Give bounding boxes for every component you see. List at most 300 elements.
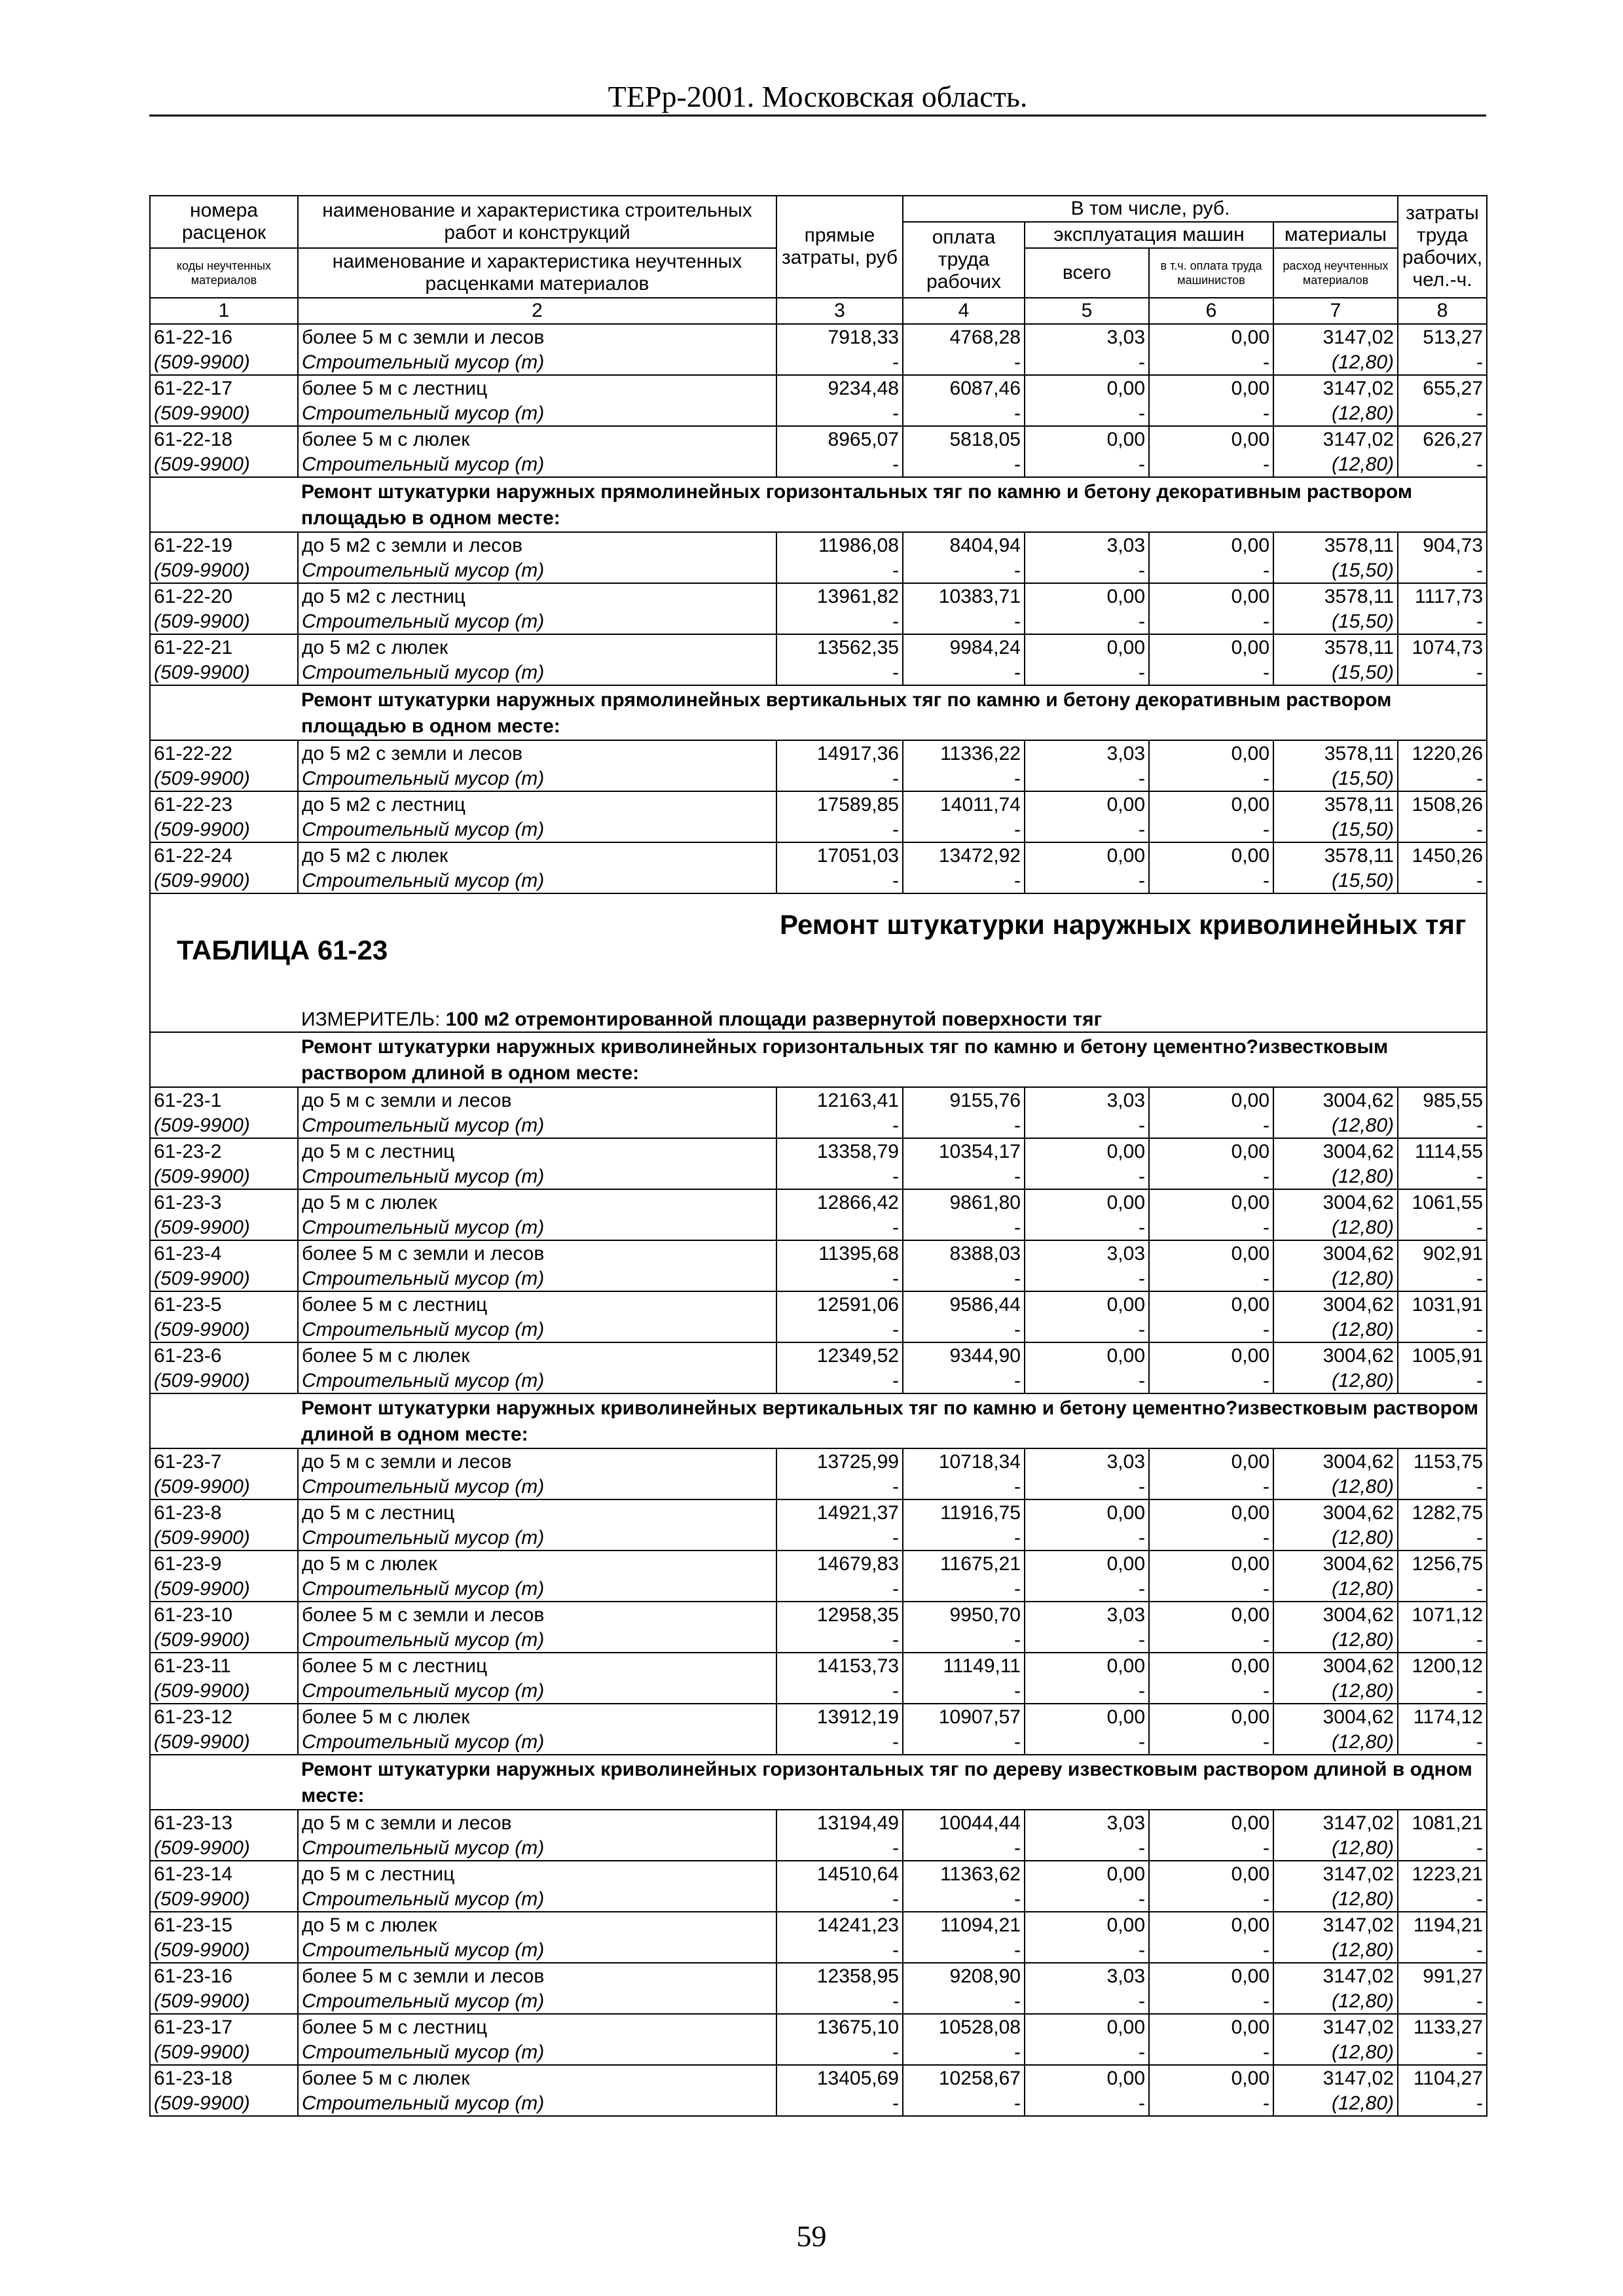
materials-cost: 3004,62 <box>1273 1551 1398 1576</box>
material-code: (509-9900) <box>150 1988 298 2014</box>
materials-cost: 3147,02 <box>1273 426 1398 452</box>
material-row <box>150 350 1487 375</box>
labor-wages: 13472,92 <box>903 842 1025 868</box>
material-name: Строительный мусор (т) <box>298 1113 776 1138</box>
empty-dash: - <box>776 401 903 426</box>
machine-operation-total: 0,00 <box>1025 2065 1149 2090</box>
rate-row <box>150 583 1487 609</box>
labor-hours: 904,73 <box>1398 532 1487 558</box>
direct-costs: 13358,79 <box>776 1138 903 1164</box>
rate-name: более 5 м с земли и лесов <box>298 1602 776 1627</box>
empty-dash: - <box>776 1627 903 1653</box>
material-code: (509-9900) <box>150 558 298 583</box>
empty-dash: - <box>1398 1317 1487 1342</box>
labor-wages: 11149,11 <box>903 1653 1025 1678</box>
machine-operators-wages: 0,00 <box>1149 1551 1273 1576</box>
labor-wages: 8388,03 <box>903 1240 1025 1266</box>
machine-operation-total: 0,00 <box>1025 1342 1149 1368</box>
empty-dash: - <box>1149 558 1273 583</box>
materials-cost: 3004,62 <box>1273 1342 1398 1368</box>
section-heading: Ремонт штукатурки наружных криволинейных горизонтальных тяг по дереву известковым раствором длиной в одном месте: <box>298 1755 1487 1810</box>
empty-dash: - <box>1149 452 1273 477</box>
labor-hours: 513,27 <box>1398 324 1487 350</box>
material-code: (509-9900) <box>150 452 298 477</box>
measure-unit <box>298 1007 1487 1032</box>
empty-dash: - <box>903 1937 1025 1963</box>
materials-cost: 3578,11 <box>1273 634 1398 660</box>
rate-code: 61-23-18 <box>150 2065 298 2090</box>
material-row <box>150 1886 1487 1912</box>
empty-dash: - <box>776 1988 903 2014</box>
empty-dash: - <box>1398 1576 1487 1602</box>
empty-dash: - <box>1398 2039 1487 2065</box>
rate-code: 61-22-21 <box>150 634 298 660</box>
machine-operation-total: 3,03 <box>1025 1087 1149 1113</box>
direct-costs: 13725,99 <box>776 1448 903 1474</box>
rate-row <box>150 1138 1487 1164</box>
machine-operators-wages: 0,00 <box>1149 1499 1273 1525</box>
direct-costs: 17589,85 <box>776 791 903 817</box>
empty-dash: - <box>1398 1474 1487 1499</box>
empty-dash: - <box>776 1368 903 1393</box>
column-number: 2 <box>298 298 776 324</box>
labor-hours: 1508,26 <box>1398 791 1487 817</box>
direct-costs: 14241,23 <box>776 1912 903 1937</box>
empty-dash: - <box>776 660 903 685</box>
rate-name: до 5 м с земли и лесов <box>298 1810 776 1835</box>
rate-name: до 5 м с земли и лесов <box>298 1448 776 1474</box>
material-name: Строительный мусор (т) <box>298 1988 776 2014</box>
materials-cost: 3147,02 <box>1273 1963 1398 1988</box>
material-row <box>150 1164 1487 1189</box>
machine-operators-wages: 0,00 <box>1149 1291 1273 1317</box>
material-row <box>150 1937 1487 1963</box>
material-name: Строительный мусор (т) <box>298 1937 776 1963</box>
labor-hours: 1071,12 <box>1398 1602 1487 1627</box>
machine-operators-wages: 0,00 <box>1149 2065 1273 2090</box>
labor-hours: 1153,75 <box>1398 1448 1487 1474</box>
material-code: (509-9900) <box>150 766 298 791</box>
machine-operation-total: 0,00 <box>1025 634 1149 660</box>
empty-dash: - <box>776 1886 903 1912</box>
empty-dash: - <box>1149 868 1273 893</box>
section-spacer <box>150 1755 298 1810</box>
labor-wages: 9208,90 <box>903 1963 1025 1988</box>
column-number: 1 <box>150 298 298 324</box>
material-row <box>150 1729 1487 1755</box>
section-row <box>150 477 1487 532</box>
material-code: (509-9900) <box>150 2039 298 2065</box>
empty-dash: - <box>903 558 1025 583</box>
machine-operators-wages: 0,00 <box>1149 426 1273 452</box>
material-name: Строительный мусор (т) <box>298 401 776 426</box>
header-col2-bottom: наименование и характеристика неучтенных расценками материалов <box>298 248 776 298</box>
empty-dash: - <box>776 1164 903 1189</box>
rate-name: до 5 м с люлек <box>298 1189 776 1215</box>
empty-dash: - <box>903 1474 1025 1499</box>
empty-dash: - <box>903 2090 1025 2116</box>
material-row <box>150 766 1487 791</box>
materials-cost: 3004,62 <box>1273 1240 1398 1266</box>
labor-hours: 655,27 <box>1398 375 1487 401</box>
labor-wages: 10258,67 <box>903 2065 1025 2090</box>
machine-operators-wages: 0,00 <box>1149 740 1273 766</box>
material-name: Строительный мусор (т) <box>298 1576 776 1602</box>
material-quantity: (12,80) <box>1273 1988 1398 2014</box>
header-col7-top: материалы <box>1273 222 1398 248</box>
empty-dash: - <box>1398 1525 1487 1551</box>
rate-row <box>150 1087 1487 1113</box>
machine-operators-wages: 0,00 <box>1149 1653 1273 1678</box>
section-row <box>150 1755 1487 1810</box>
materials-cost: 3004,62 <box>1273 1189 1398 1215</box>
material-quantity: (12,80) <box>1273 1215 1398 1240</box>
labor-wages: 5818,05 <box>903 426 1025 452</box>
materials-cost: 3147,02 <box>1273 1861 1398 1886</box>
machine-operators-wages: 0,00 <box>1149 1189 1273 1215</box>
empty-dash: - <box>776 868 903 893</box>
material-name: Строительный мусор (т) <box>298 1164 776 1189</box>
empty-dash: - <box>1398 817 1487 842</box>
header-mach-group: эксплуатация машин <box>1025 222 1273 248</box>
rates-table-body <box>150 196 1487 2116</box>
empty-dash: - <box>1025 817 1149 842</box>
empty-dash: - <box>776 1678 903 1704</box>
machine-operation-total: 3,03 <box>1025 1448 1149 1474</box>
empty-dash: - <box>1025 1627 1149 1653</box>
section-spacer <box>150 1032 298 1087</box>
direct-costs: 12866,42 <box>776 1189 903 1215</box>
material-code: (509-9900) <box>150 1729 298 1755</box>
materials-cost: 3147,02 <box>1273 375 1398 401</box>
machine-operation-total: 3,03 <box>1025 1602 1149 1627</box>
direct-costs: 7918,33 <box>776 324 903 350</box>
rate-code: 61-23-5 <box>150 1291 298 1317</box>
header-col5: всего <box>1025 248 1149 298</box>
labor-wages: 9861,80 <box>903 1189 1025 1215</box>
empty-dash: - <box>1025 1368 1149 1393</box>
empty-dash: - <box>903 817 1025 842</box>
machine-operation-total: 3,03 <box>1025 1810 1149 1835</box>
material-row <box>150 660 1487 685</box>
empty-dash: - <box>776 558 903 583</box>
empty-dash: - <box>1025 1525 1149 1551</box>
labor-hours: 1074,73 <box>1398 634 1487 660</box>
empty-dash: - <box>1025 1937 1149 1963</box>
machine-operators-wages: 0,00 <box>1149 1810 1273 1835</box>
material-name: Строительный мусор (т) <box>298 1266 776 1291</box>
header-col1-bottom: коды неучтенных материалов <box>150 248 298 298</box>
rate-name: более 5 м с земли и лесов <box>298 324 776 350</box>
material-row <box>150 452 1487 477</box>
empty-dash: - <box>1398 350 1487 375</box>
empty-dash: - <box>1149 1886 1273 1912</box>
empty-dash: - <box>903 1525 1025 1551</box>
material-code: (509-9900) <box>150 817 298 842</box>
machine-operation-total: 0,00 <box>1025 1189 1149 1215</box>
material-code: (509-9900) <box>150 1576 298 1602</box>
rate-code: 61-22-24 <box>150 842 298 868</box>
rate-code: 61-22-19 <box>150 532 298 558</box>
empty-dash: - <box>1398 1678 1487 1704</box>
direct-costs: 13405,69 <box>776 2065 903 2090</box>
rate-name: более 5 м с люлек <box>298 1342 776 1368</box>
material-code: (509-9900) <box>150 1627 298 1653</box>
labor-wages: 11094,21 <box>903 1912 1025 1937</box>
header-col7-bottom: расход неучтенных материалов <box>1273 248 1398 298</box>
material-name: Строительный мусор (т) <box>298 558 776 583</box>
empty-dash: - <box>1398 1729 1487 1755</box>
material-quantity: (12,80) <box>1273 1835 1398 1861</box>
column-number: 6 <box>1149 298 1273 324</box>
labor-hours: 1133,27 <box>1398 2014 1487 2039</box>
material-quantity: (12,80) <box>1273 1729 1398 1755</box>
labor-wages: 10354,17 <box>903 1138 1025 1164</box>
empty-dash: - <box>1025 1678 1149 1704</box>
labor-hours: 626,27 <box>1398 426 1487 452</box>
machine-operators-wages: 0,00 <box>1149 791 1273 817</box>
empty-dash: - <box>1025 1576 1149 1602</box>
materials-cost: 3147,02 <box>1273 2065 1398 2090</box>
empty-dash: - <box>903 1113 1025 1138</box>
labor-hours: 1081,21 <box>1398 1810 1487 1835</box>
material-code: (509-9900) <box>150 1937 298 1963</box>
empty-dash: - <box>776 2090 903 2116</box>
empty-dash: - <box>1149 1627 1273 1653</box>
direct-costs: 13194,49 <box>776 1810 903 1835</box>
section-heading: Ремонт штукатурки наружных криволинейных горизонтальных тяг по камню и бетону цементно?известковым раствором длиной в одном месте: <box>298 1032 1487 1087</box>
header-col1-top: номера расценок <box>150 196 298 248</box>
material-quantity: (12,80) <box>1273 1886 1398 1912</box>
empty-dash: - <box>1025 1113 1149 1138</box>
rate-code: 61-23-4 <box>150 1240 298 1266</box>
labor-wages: 4768,28 <box>903 324 1025 350</box>
rate-code: 61-23-16 <box>150 1963 298 1988</box>
column-number: 7 <box>1273 298 1398 324</box>
material-row <box>150 1576 1487 1602</box>
section-spacer <box>150 1393 298 1448</box>
rate-name: до 5 м с земли и лесов <box>298 1087 776 1113</box>
empty-dash: - <box>1025 609 1149 634</box>
empty-dash: - <box>1398 1164 1487 1189</box>
machine-operators-wages: 0,00 <box>1149 1861 1273 1886</box>
material-quantity: (12,80) <box>1273 1266 1398 1291</box>
header-col2-top: наименование и характеристика строительных работ и конструкций <box>298 196 776 248</box>
rate-code: 61-23-9 <box>150 1551 298 1576</box>
rate-name: до 5 м2 с люлек <box>298 842 776 868</box>
rate-code: 61-23-14 <box>150 1861 298 1886</box>
labor-wages: 11336,22 <box>903 740 1025 766</box>
direct-costs: 11986,08 <box>776 532 903 558</box>
material-code: (509-9900) <box>150 1835 298 1861</box>
rate-name: более 5 м с земли и лесов <box>298 1963 776 1988</box>
empty-dash: - <box>1149 1317 1273 1342</box>
labor-wages: 10718,34 <box>903 1448 1025 1474</box>
rates-table-container <box>149 195 1487 2117</box>
material-name: Строительный мусор (т) <box>298 817 776 842</box>
page-number: 59 <box>796 2219 827 2253</box>
machine-operators-wages: 0,00 <box>1149 1138 1273 1164</box>
table-title: Ремонт штукатурки наружных криволинейных тяг <box>776 893 1487 1007</box>
rate-row <box>150 1240 1487 1266</box>
labor-wages: 10044,44 <box>903 1810 1025 1835</box>
empty-dash: - <box>903 660 1025 685</box>
rate-code: 61-23-13 <box>150 1810 298 1835</box>
empty-dash: - <box>903 1729 1025 1755</box>
empty-dash: - <box>1398 2090 1487 2116</box>
material-quantity: (12,80) <box>1273 452 1398 477</box>
empty-dash: - <box>1025 1317 1149 1342</box>
material-name: Строительный мусор (т) <box>298 2090 776 2116</box>
machine-operation-total: 0,00 <box>1025 1912 1149 1937</box>
material-code: (509-9900) <box>150 868 298 893</box>
rate-name: до 5 м2 с лестниц <box>298 583 776 609</box>
machine-operators-wages: 0,00 <box>1149 375 1273 401</box>
labor-wages: 10907,57 <box>903 1704 1025 1729</box>
empty-dash: - <box>1025 868 1149 893</box>
rate-code: 61-22-16 <box>150 324 298 350</box>
empty-dash: - <box>903 1886 1025 1912</box>
header-group: В том числе, руб. <box>903 196 1398 222</box>
section-heading: Ремонт штукатурки наружных прямолинейных вертикальных тяг по камню и бетону декоративным раствором площадью в одном месте: <box>298 685 1487 740</box>
material-name: Строительный мусор (т) <box>298 1474 776 1499</box>
machine-operation-total: 0,00 <box>1025 1861 1149 1886</box>
empty-dash: - <box>903 1164 1025 1189</box>
rate-row <box>150 1189 1487 1215</box>
rate-row <box>150 740 1487 766</box>
direct-costs: 12358,95 <box>776 1963 903 1988</box>
machine-operation-total: 0,00 <box>1025 1138 1149 1164</box>
rate-name: до 5 м с лестниц <box>298 1499 776 1525</box>
labor-hours: 1174,12 <box>1398 1704 1487 1729</box>
empty-dash: - <box>903 1576 1025 1602</box>
rate-row <box>150 1653 1487 1678</box>
empty-dash: - <box>1398 1988 1487 2014</box>
material-quantity: (12,80) <box>1273 1525 1398 1551</box>
labor-hours: 991,27 <box>1398 1963 1487 1988</box>
rate-code: 61-22-17 <box>150 375 298 401</box>
material-row <box>150 1317 1487 1342</box>
materials-cost: 3578,11 <box>1273 740 1398 766</box>
empty-dash: - <box>903 766 1025 791</box>
material-row <box>150 558 1487 583</box>
rate-code: 61-22-18 <box>150 426 298 452</box>
direct-costs: 12163,41 <box>776 1087 903 1113</box>
rate-name: до 5 м с люлек <box>298 1912 776 1937</box>
empty-dash: - <box>1398 868 1487 893</box>
empty-dash: - <box>903 2039 1025 2065</box>
empty-dash: - <box>1149 1678 1273 1704</box>
empty-dash: - <box>1149 1113 1273 1138</box>
material-code: (509-9900) <box>150 1368 298 1393</box>
material-row <box>150 1988 1487 2014</box>
machine-operation-total: 3,03 <box>1025 1963 1149 1988</box>
material-row <box>150 1525 1487 1551</box>
material-name: Строительный мусор (т) <box>298 1729 776 1755</box>
material-code: (509-9900) <box>150 1266 298 1291</box>
material-row <box>150 1678 1487 1704</box>
empty-dash: - <box>776 350 903 375</box>
rate-code: 61-23-10 <box>150 1602 298 1627</box>
rate-row <box>150 1810 1487 1835</box>
rate-row <box>150 375 1487 401</box>
header-col4: оплата труда рабочих <box>903 222 1025 298</box>
rate-row <box>150 1551 1487 1576</box>
machine-operators-wages: 0,00 <box>1149 2014 1273 2039</box>
materials-cost: 3004,62 <box>1273 1138 1398 1164</box>
rate-code: 61-23-8 <box>150 1499 298 1525</box>
rate-name: более 5 м с лестниц <box>298 2014 776 2039</box>
empty-dash: - <box>1025 1988 1149 2014</box>
labor-hours: 1117,73 <box>1398 583 1487 609</box>
materials-cost: 3147,02 <box>1273 2014 1398 2039</box>
empty-dash: - <box>903 868 1025 893</box>
materials-cost: 3578,11 <box>1273 583 1398 609</box>
empty-dash: - <box>1149 2090 1273 2116</box>
direct-costs: 12958,35 <box>776 1602 903 1627</box>
material-quantity: (12,80) <box>1273 1937 1398 1963</box>
direct-costs: 14679,83 <box>776 1551 903 1576</box>
labor-wages: 11916,75 <box>903 1499 1025 1525</box>
section-heading: Ремонт штукатурки наружных криволинейных вертикальных тяг по камню и бетону цементно?известковым раствором длиной в одном месте: <box>298 1393 1487 1448</box>
empty-dash: - <box>1025 1474 1149 1499</box>
machine-operators-wages: 0,00 <box>1149 1602 1273 1627</box>
empty-dash: - <box>1025 1266 1149 1291</box>
empty-dash: - <box>1398 1368 1487 1393</box>
section-row <box>150 1032 1487 1087</box>
empty-dash: - <box>1149 766 1273 791</box>
empty-dash: - <box>1149 1835 1273 1861</box>
empty-dash: - <box>1025 452 1149 477</box>
direct-costs: 13675,10 <box>776 2014 903 2039</box>
labor-wages: 9950,70 <box>903 1602 1025 1627</box>
rate-name: более 5 м с земли и лесов <box>298 1240 776 1266</box>
empty-dash: - <box>1149 1729 1273 1755</box>
labor-wages: 10383,71 <box>903 583 1025 609</box>
empty-dash: - <box>776 1576 903 1602</box>
empty-dash: - <box>776 817 903 842</box>
labor-hours: 1031,91 <box>1398 1291 1487 1317</box>
materials-cost: 3578,11 <box>1273 532 1398 558</box>
material-name: Строительный мусор (т) <box>298 1627 776 1653</box>
empty-dash: - <box>1025 766 1149 791</box>
labor-hours: 1200,12 <box>1398 1653 1487 1678</box>
material-name: Строительный мусор (т) <box>298 1678 776 1704</box>
machine-operation-total: 0,00 <box>1025 791 1149 817</box>
rate-name: до 5 м2 с люлек <box>298 634 776 660</box>
empty-dash: - <box>903 1266 1025 1291</box>
machine-operation-total: 3,03 <box>1025 740 1149 766</box>
empty-dash: - <box>903 401 1025 426</box>
material-name: Строительный мусор (т) <box>298 868 776 893</box>
labor-wages: 9984,24 <box>903 634 1025 660</box>
material-name: Строительный мусор (т) <box>298 350 776 375</box>
empty-dash: - <box>1025 1215 1149 1240</box>
table-heading-row <box>150 893 1487 1007</box>
material-quantity: (12,80) <box>1273 401 1398 426</box>
empty-dash: - <box>1398 766 1487 791</box>
rate-row <box>150 842 1487 868</box>
machine-operators-wages: 0,00 <box>1149 1912 1273 1937</box>
material-row <box>150 2039 1487 2065</box>
rate-name: более 5 м с люлек <box>298 1704 776 1729</box>
material-quantity: (12,80) <box>1273 2039 1398 2065</box>
column-number: 4 <box>903 298 1025 324</box>
machine-operators-wages: 0,00 <box>1149 1448 1273 1474</box>
empty-dash: - <box>1398 558 1487 583</box>
rate-row <box>150 532 1487 558</box>
rate-name: более 5 м с лестниц <box>298 375 776 401</box>
